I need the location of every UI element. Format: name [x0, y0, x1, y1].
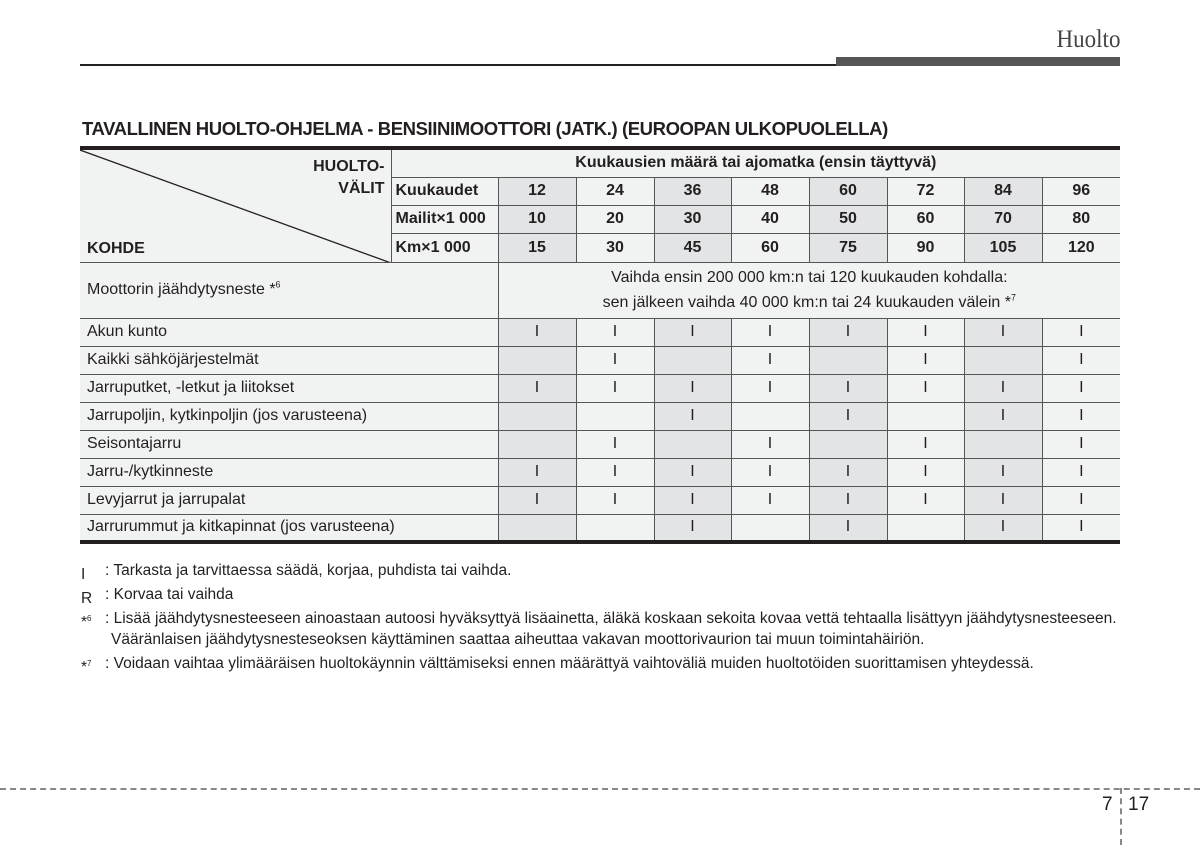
interval-value: 36	[654, 177, 731, 205]
service-mark	[731, 402, 809, 430]
table-row	[80, 402, 1120, 430]
service-mark: I	[1042, 430, 1120, 458]
corner-header-cell	[80, 148, 391, 262]
table-row	[80, 458, 1120, 486]
service-mark	[498, 402, 576, 430]
service-mark: I	[654, 458, 731, 486]
legend-note	[80, 584, 1125, 608]
service-mark: I	[809, 402, 887, 430]
interval-value: 60	[731, 233, 809, 262]
note-key: R	[81, 590, 93, 608]
service-mark: I	[964, 402, 1042, 430]
legend-note	[80, 653, 1125, 677]
service-mark: I	[1042, 486, 1120, 514]
table-row	[80, 318, 1120, 346]
table-row	[80, 430, 1120, 458]
interval-value: 105	[964, 233, 1042, 262]
interval-value: 30	[576, 233, 654, 262]
service-mark: I	[887, 486, 964, 514]
service-mark: I	[809, 486, 887, 514]
service-mark	[498, 346, 576, 374]
interval-value: 10	[498, 205, 576, 233]
item-label: Jarruputket, -letkut ja liitokset	[80, 374, 498, 402]
footer-divider	[0, 788, 1200, 790]
interval-value: 96	[1042, 177, 1120, 205]
note-key: *$^6$	[81, 614, 92, 632]
footer-vertical-divider	[1120, 788, 1122, 845]
interval-value: 40	[731, 205, 809, 233]
interval-value: 20	[576, 205, 654, 233]
interval-value: 12	[498, 177, 576, 205]
service-mark: I	[964, 486, 1042, 514]
interval-value: 30	[654, 205, 731, 233]
service-mark: I	[576, 458, 654, 486]
legend-note	[80, 560, 1125, 584]
service-mark	[498, 430, 576, 458]
item-label: Jarrurummut ja kitkapinnat (jos varusteena)	[80, 514, 498, 542]
table-title: TAVALLINEN HUOLTO-OHJELMA - BENSIINIMOOTTORI (JATK.) (EUROOPAN ULKOPUOLELLA)	[82, 118, 888, 139]
interval-value: 90	[887, 233, 964, 262]
service-mark: I	[576, 374, 654, 402]
service-mark	[809, 430, 887, 458]
km-label: Km×1 000	[391, 233, 498, 262]
service-mark	[576, 402, 654, 430]
service-mark	[654, 346, 731, 374]
interval-value: 50	[809, 205, 887, 233]
interval-value: 72	[887, 177, 964, 205]
note-key: *$^7$	[81, 659, 92, 677]
interval-value: 84	[964, 177, 1042, 205]
interval-value: 75	[809, 233, 887, 262]
interval-value: 45	[654, 233, 731, 262]
service-mark: I	[654, 514, 731, 542]
service-mark	[887, 514, 964, 542]
interval-value: 60	[809, 177, 887, 205]
table-row	[80, 514, 1120, 542]
item-label: Kaikki sähköjärjestelmät	[80, 346, 498, 374]
item-label: Akun kunto	[80, 318, 498, 346]
page-number: 17	[1128, 794, 1150, 815]
service-mark: I	[576, 346, 654, 374]
item-header: KOHDE	[87, 239, 145, 257]
note-text: : Lisää jäähdytysnesteeseen ainoastaan autoosi hyväksyttyä lisäainetta, äläkä koskaan sekoita kovaa vettä tehtaalla lisättyyn jäähdytysnesteeseen. Vääränlaisen jäähdytysnesteseoksen käyttäminen saattaa aiheuttaa vakavan moottorivaurion tai muun toimintahäiriön.	[105, 610, 1117, 648]
service-mark: I	[1042, 514, 1120, 542]
miles-label: Mailit×1 000	[391, 205, 498, 233]
service-mark: I	[731, 374, 809, 402]
service-mark	[809, 346, 887, 374]
coolant-instruction: Vaihda ensin 200 000 km:n tai 120 kuukauden kohdalla: sen jälkeen vaihda 40 000 km:n tai 24 kuukauden välein *$^7$	[498, 262, 1120, 318]
interval-value: 24	[576, 177, 654, 205]
service-mark: I	[731, 486, 809, 514]
service-mark: I	[654, 374, 731, 402]
service-mark	[576, 514, 654, 542]
note-key: I	[81, 566, 86, 584]
service-mark: I	[654, 318, 731, 346]
service-mark: I	[731, 346, 809, 374]
maintenance-schedule-table	[80, 146, 1120, 544]
service-mark	[731, 514, 809, 542]
header-rule	[80, 64, 836, 66]
item-label: Jarru-/kytkinneste	[80, 458, 498, 486]
table-row	[80, 346, 1120, 374]
service-mark: I	[887, 346, 964, 374]
service-mark: I	[654, 486, 731, 514]
service-mark: I	[731, 458, 809, 486]
service-mark: I	[964, 318, 1042, 346]
service-mark: I	[964, 374, 1042, 402]
interval-value: 120	[1042, 233, 1120, 262]
interval-value: 70	[964, 205, 1042, 233]
service-mark: I	[1042, 402, 1120, 430]
service-mark: I	[887, 430, 964, 458]
interval-value: 15	[498, 233, 576, 262]
service-mark	[964, 430, 1042, 458]
interval-value: 80	[1042, 205, 1120, 233]
table-row-coolant	[80, 262, 1120, 318]
chapter-number: 7	[1102, 794, 1113, 815]
note-text: : Korvaa tai vaihda	[105, 586, 234, 603]
section-title: Huolto	[1056, 26, 1120, 53]
service-mark: I	[576, 430, 654, 458]
service-mark: I	[809, 318, 887, 346]
service-mark: I	[576, 486, 654, 514]
service-mark: I	[887, 374, 964, 402]
note-text: : Voidaan vaihtaa ylimääräisen huoltokäynnin välttämiseksi ennen määrättyä vaihtoväliä muiden huoltotöiden suorittamisen yhteydessä.	[105, 655, 1034, 672]
service-mark: I	[731, 318, 809, 346]
service-mark: I	[964, 514, 1042, 542]
months-label: Kuukaudet	[391, 177, 498, 205]
interval-header: HUOLTO- VÄLIT	[313, 158, 385, 197]
service-mark: I	[498, 458, 576, 486]
item-label: Seisontajarru	[80, 430, 498, 458]
service-mark: I	[964, 458, 1042, 486]
service-mark: I	[1042, 318, 1120, 346]
note-text: : Tarkasta ja tarvittaessa säädä, korjaa, puhdista tai vaihda.	[105, 562, 512, 579]
item-label: Jarrupoljin, kytkinpoljin (jos varusteena)	[80, 402, 498, 430]
service-mark: I	[498, 486, 576, 514]
service-mark: I	[887, 458, 964, 486]
legend-notes	[80, 560, 1125, 677]
service-mark: I	[809, 514, 887, 542]
service-mark	[498, 514, 576, 542]
service-mark: I	[809, 374, 887, 402]
interval-value: 48	[731, 177, 809, 205]
service-mark: I	[576, 318, 654, 346]
service-mark: I	[1042, 346, 1120, 374]
service-mark	[887, 402, 964, 430]
item-label: Levyjarrut ja jarrupalat	[80, 486, 498, 514]
header-tab-bar	[836, 57, 1120, 66]
service-mark: I	[731, 430, 809, 458]
legend-note	[80, 608, 1125, 650]
table-row	[80, 486, 1120, 514]
service-mark: I	[1042, 458, 1120, 486]
item-label: Moottorin jäähdytysneste *$^6$	[80, 262, 498, 318]
service-mark: I	[498, 318, 576, 346]
service-mark	[654, 430, 731, 458]
service-mark: I	[809, 458, 887, 486]
interval-value: 60	[887, 205, 964, 233]
service-mark	[964, 346, 1042, 374]
service-mark: I	[887, 318, 964, 346]
interval-span-header: Kuukausien määrä tai ajomatka (ensin täyttyvä)	[391, 148, 1120, 177]
service-mark: I	[1042, 374, 1120, 402]
service-mark: I	[498, 374, 576, 402]
service-mark: I	[654, 402, 731, 430]
table-row	[80, 374, 1120, 402]
